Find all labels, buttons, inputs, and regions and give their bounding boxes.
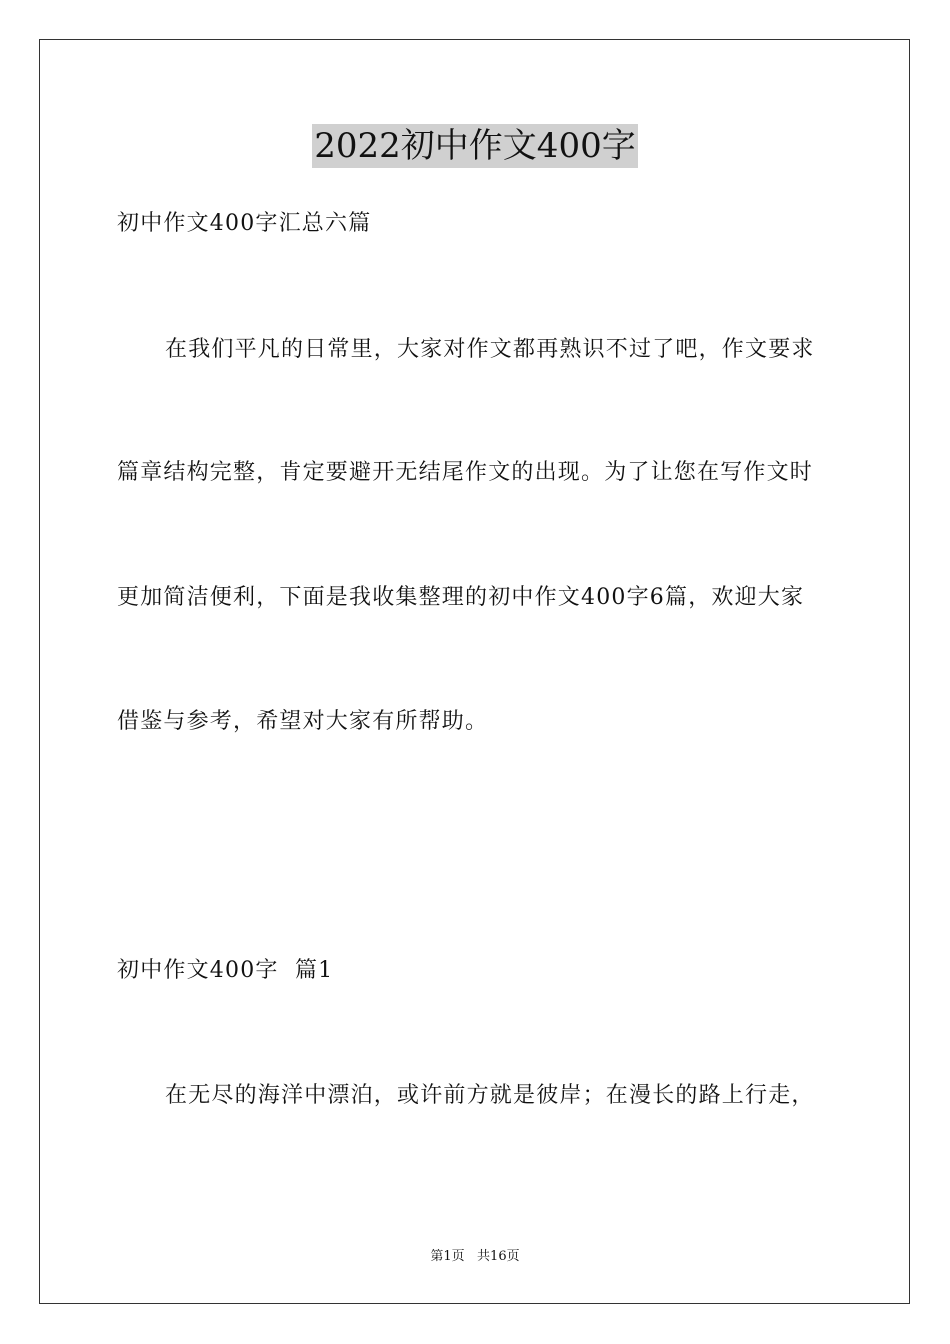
section-heading: 初中作文400字 篇1 [117, 958, 334, 983]
document-title: 2022初中作文400字 [314, 126, 636, 166]
paragraph-line: 在无尽的海洋中漂泊，或许前方就是彼岸；在漫长的路上行走， [165, 1083, 815, 1108]
title-container [0, 124, 950, 168]
document-subtitle: 初中作文400字汇总六篇 [117, 211, 372, 236]
paragraph-line: 借鉴与参考，希望对大家有所帮助。 [117, 709, 489, 734]
paragraph-line: 篇章结构完整，肯定要避开无结尾作文的出现。为了让您在写作文时 [117, 460, 814, 485]
page-number-footer: 第1页 共16页 [430, 1249, 520, 1264]
paragraph-line: 更加简洁便利，下面是我收集整理的初中作文400字6篇，欢迎大家 [117, 585, 805, 610]
paragraph-line: 在我们平凡的日常里，大家对作文都再熟识不过了吧，作文要求 [165, 337, 815, 362]
